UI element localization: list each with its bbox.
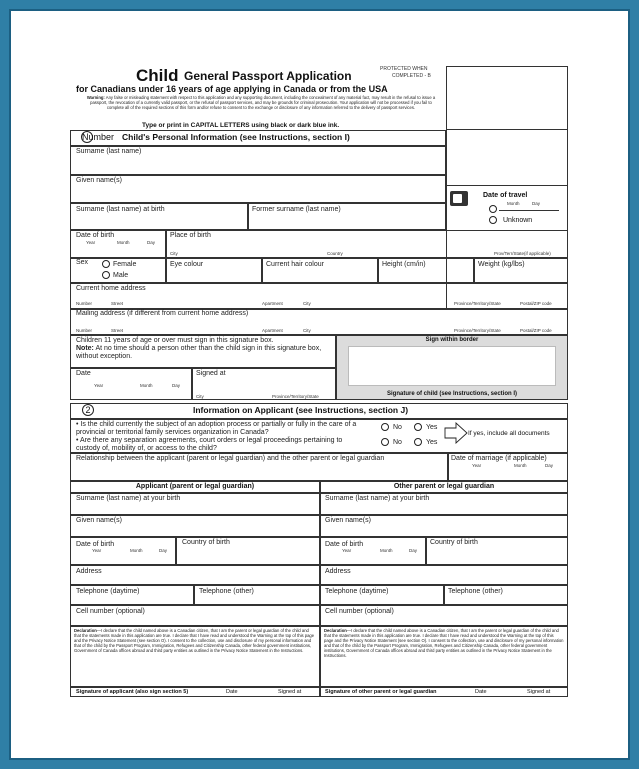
- female-radio[interactable]: [102, 260, 110, 269]
- relationship-label: Relationship between the applicant (parent or legal guardian) and the other parent or legal guardian: [76, 455, 385, 462]
- dob-month: Month: [117, 240, 130, 245]
- applicant-signed-at-label: Signed at: [278, 689, 302, 695]
- home-address-label: Current home address: [76, 285, 146, 292]
- sign-day: Day: [172, 383, 181, 388]
- child-signature-label: Signature of child (see Instructions, section I): [386, 391, 518, 397]
- sign-note-2: At no time should a person other than the child sign in this signature box, without exception.: [76, 345, 322, 361]
- warning-label: Warning:: [86, 95, 105, 100]
- home-city: City: [303, 301, 311, 306]
- mail-street: Street: [111, 328, 124, 333]
- applicant-dob-label: Date of birth: [76, 541, 115, 548]
- mail-city: City: [303, 328, 311, 333]
- other-dob-label: Date of birth: [325, 541, 364, 548]
- date-of-travel-label: Date of travel: [483, 192, 528, 199]
- mail-apartment: Apartment: [262, 328, 283, 333]
- pob-label: Place of birth: [170, 232, 211, 239]
- marriage-month: Month: [514, 463, 527, 468]
- travel-date-radio[interactable]: [489, 205, 497, 214]
- applicant-tel-other-label: Telephone (other): [199, 588, 254, 595]
- applicant-signature-label: Signature of applicant (also sign section 5): [76, 689, 189, 695]
- applicant-dob-month: Month: [130, 548, 143, 553]
- given-names-label: Given name(s): [76, 177, 122, 184]
- other-tel-other-label: Telephone (other): [448, 588, 503, 595]
- other-header-label: Other parent or legal guardian: [393, 483, 495, 490]
- q2-no-radio[interactable]: [381, 438, 389, 447]
- marriage-date-label: Date of marriage (if applicable): [451, 455, 547, 462]
- pob-prov: Prov/Terr/State(if applicable): [494, 251, 551, 256]
- male-label: Male: [113, 272, 129, 279]
- applicant-tel-day-label: Telephone (daytime): [76, 588, 140, 595]
- height-label: Height (cm/in): [382, 261, 426, 268]
- passport-form: [62, 58, 570, 706]
- arrow-right-icon: [444, 422, 468, 444]
- mail-province: Province/Territory/State: [454, 328, 501, 333]
- section1-number: Number: [82, 132, 115, 142]
- sign-year: Year: [94, 383, 104, 388]
- home-postal: Postal/ZIP code: [520, 301, 552, 306]
- other-tel-day-label: Telephone (daytime): [325, 588, 389, 595]
- warning: [86, 95, 436, 110]
- applicant-given-label: Given name(s): [76, 517, 122, 524]
- sign-date-label: Date: [76, 370, 91, 377]
- former-surname-label: Former surname (last name): [252, 206, 341, 213]
- instruction: Type or print in CAPITAL LETTERS using black or dark blue ink.: [142, 122, 340, 129]
- applicant-cell-label: Cell number (optional): [76, 608, 145, 615]
- eye-colour-label: Eye colour: [170, 261, 204, 268]
- dob-label: Date of birth: [76, 232, 115, 239]
- sign-note-1: Children 11 years of age or over must sign in this signature box.: [76, 337, 274, 344]
- other-decl-text: —I declare that the child named above is a Canadian citizen, that I am the parent or legal guardian of the child and that the statements made in this application are true. I declare that I have read and understood the Warning at the top of this page and the Privacy Notice Statement (see section O). I consent to the collection, use and disclosure of my personal information and that of the child by the Passport Program, Immigration, Refugees and Citizenship Canada, other federal government institutions, Government of Canada offices abroad and third party entities as outlined in the Privacy Notice Statement in the Instructions.: [324, 628, 564, 659]
- other-country-label: Country of birth: [430, 539, 478, 546]
- sign-note-text: [76, 337, 332, 361]
- applicant-address-field[interactable]: [70, 565, 320, 585]
- other-address-field[interactable]: [320, 565, 568, 585]
- marriage-year: Year: [472, 463, 482, 468]
- question-1: • Is the child currently the subject of an adoption process or partially or fully in the care of a provincial or territorial family services organization in Canada?: [76, 421, 357, 437]
- question-2: • Are there any separation agreements, court orders or legal proceedings pertaining to custody of, mobility of, or access to the child?: [76, 437, 343, 453]
- if-yes-label: If yes, include all documents: [468, 430, 550, 437]
- applicant-declaration: [74, 628, 316, 653]
- applicant-date-label: Date: [226, 689, 238, 695]
- section2-number: 2: [82, 404, 94, 416]
- sex-label: Sex: [76, 259, 89, 266]
- question-2-text: Are there any separation agreements, court orders or legal proceedings pertaining to custody of, mobility of, or access to the child?: [76, 437, 343, 453]
- applicant-signature-line[interactable]: [70, 687, 320, 697]
- other-signature-line[interactable]: [320, 687, 568, 697]
- q1-yes-radio[interactable]: [414, 423, 422, 432]
- other-signed-at-label: Signed at: [527, 689, 551, 695]
- applicant-dob-year: Year: [92, 548, 102, 553]
- given-names-field[interactable]: [70, 175, 446, 203]
- unknown-label: Unknown: [503, 217, 533, 224]
- protected-line1: PROTECTED WHEN: [380, 66, 428, 72]
- other-surname-label: Surname (last name) at your birth: [325, 495, 430, 502]
- photo-icon: [450, 191, 468, 206]
- home-street: Street: [111, 301, 124, 306]
- other-given-label: Given name(s): [325, 517, 371, 524]
- protected-line2: COMPLETED - B: [392, 73, 431, 79]
- male-radio[interactable]: [102, 271, 110, 280]
- other-dob-month: Month: [380, 548, 393, 553]
- travel-day: Day: [532, 201, 541, 206]
- subtitle: for Canadians under 16 years of age applying in Canada or from the USA: [76, 84, 388, 94]
- sign-note-2-wrap: [76, 345, 332, 361]
- travel-unknown-radio[interactable]: [489, 216, 497, 225]
- other-date-label: Date: [475, 689, 487, 695]
- home-apartment: Apartment: [262, 301, 283, 306]
- marriage-day: Day: [545, 463, 554, 468]
- applicant-surname-label: Surname (last name) at your birth: [76, 495, 181, 502]
- title-main: Child: [136, 66, 179, 85]
- female-label: Female: [113, 261, 137, 268]
- home-province: Province/Territory/State: [454, 301, 501, 306]
- q1-no-label: No: [393, 424, 402, 431]
- signed-city: City: [196, 394, 204, 399]
- applicant-dob-day: Day: [159, 548, 168, 553]
- weight-label: Weight (kg/lbs): [478, 261, 525, 268]
- applicant-header-label: Applicant (parent or legal guardian): [135, 483, 255, 490]
- mailing-address-label: Mailing address (if different from current home address): [76, 310, 249, 317]
- other-declaration: [324, 628, 564, 658]
- warning-text: Any false or misleading statement with respect to this application and any supporting document, including the concealment of any material fact, may result in the refusal to issue a passport, the revocation of a currently valid passport, or the refusal of passport services, and may be grounds for criminal prosecution. Your application will not be processed if you fail to complete all of the required sections of this form and/or refuse to consent to the exchange or disclosure of any information referred to the delivery of passport services.: [90, 95, 436, 111]
- mail-number: Number: [76, 328, 93, 333]
- other-dob-year: Year: [342, 548, 352, 553]
- surname-birth-label: Surname (last name) at birth: [76, 206, 165, 213]
- other-cell-label: Cell number (optional): [325, 608, 394, 615]
- sign-within-label: Sign within border: [425, 337, 479, 343]
- other-address-label: Address: [325, 568, 351, 575]
- other-signature-label: Signature of other parent or legal guardian: [325, 689, 437, 695]
- mail-postal: Postal/ZIP code: [520, 328, 552, 333]
- q2-yes-label: Yes: [426, 439, 438, 446]
- travel-month: Month: [507, 201, 520, 206]
- applicant-country-label: Country of birth: [182, 539, 230, 546]
- q1-yes-label: Yes: [426, 424, 438, 431]
- applicant-decl-text: —I declare that the child named above is a Canadian citizen, that I am the parent or legal guardian of the child and that the statements made in this application are true. I declare that I have read and understood the Warning at the top of this page and the Privacy Notice Statement (see section O). I consent to the collection, use and disclosure of my personal information and that of the child by the Passport Program, Immigration, Refugees and Citizenship Canada, other federal government institutions, Government of Canada offices abroad and third party entities as outlined in the Privacy Notice Statement in the Instructions.: [74, 628, 315, 654]
- child-signature-box[interactable]: [348, 346, 556, 386]
- applicant-decl-label: Declaration: [74, 628, 97, 633]
- dob-day: Day: [147, 240, 156, 245]
- pob-city: City: [170, 251, 178, 256]
- signed-at-label: Signed at: [196, 370, 226, 377]
- sign-note-label: Note:: [76, 345, 94, 353]
- q2-no-label: No: [393, 439, 402, 446]
- other-decl-label: Declaration: [324, 628, 347, 633]
- q2-yes-radio[interactable]: [414, 438, 422, 447]
- surname-label: Surname (last name): [76, 148, 142, 155]
- section1-title: Child's Personal Information (see Instructions, section I): [122, 132, 350, 142]
- section2-title: Information on Applicant (see Instructions, section J): [193, 405, 409, 415]
- hair-colour-label: Current hair colour: [266, 261, 324, 268]
- other-dob-day: Day: [409, 548, 418, 553]
- sign-month: Month: [140, 383, 153, 388]
- dob-year: Year: [86, 240, 96, 245]
- q1-no-radio[interactable]: [381, 423, 389, 432]
- title-rest: General Passport Application: [184, 69, 352, 83]
- home-number: Number: [76, 301, 93, 306]
- question-1-text: Is the child currently the subject of an adoption process or partially or fully in the care of a provincial or territorial family services organization in Canada?: [76, 421, 357, 437]
- pob-country: Country: [327, 251, 343, 256]
- signed-province: Province/Territory/State: [272, 394, 319, 399]
- applicant-address-label: Address: [76, 568, 102, 575]
